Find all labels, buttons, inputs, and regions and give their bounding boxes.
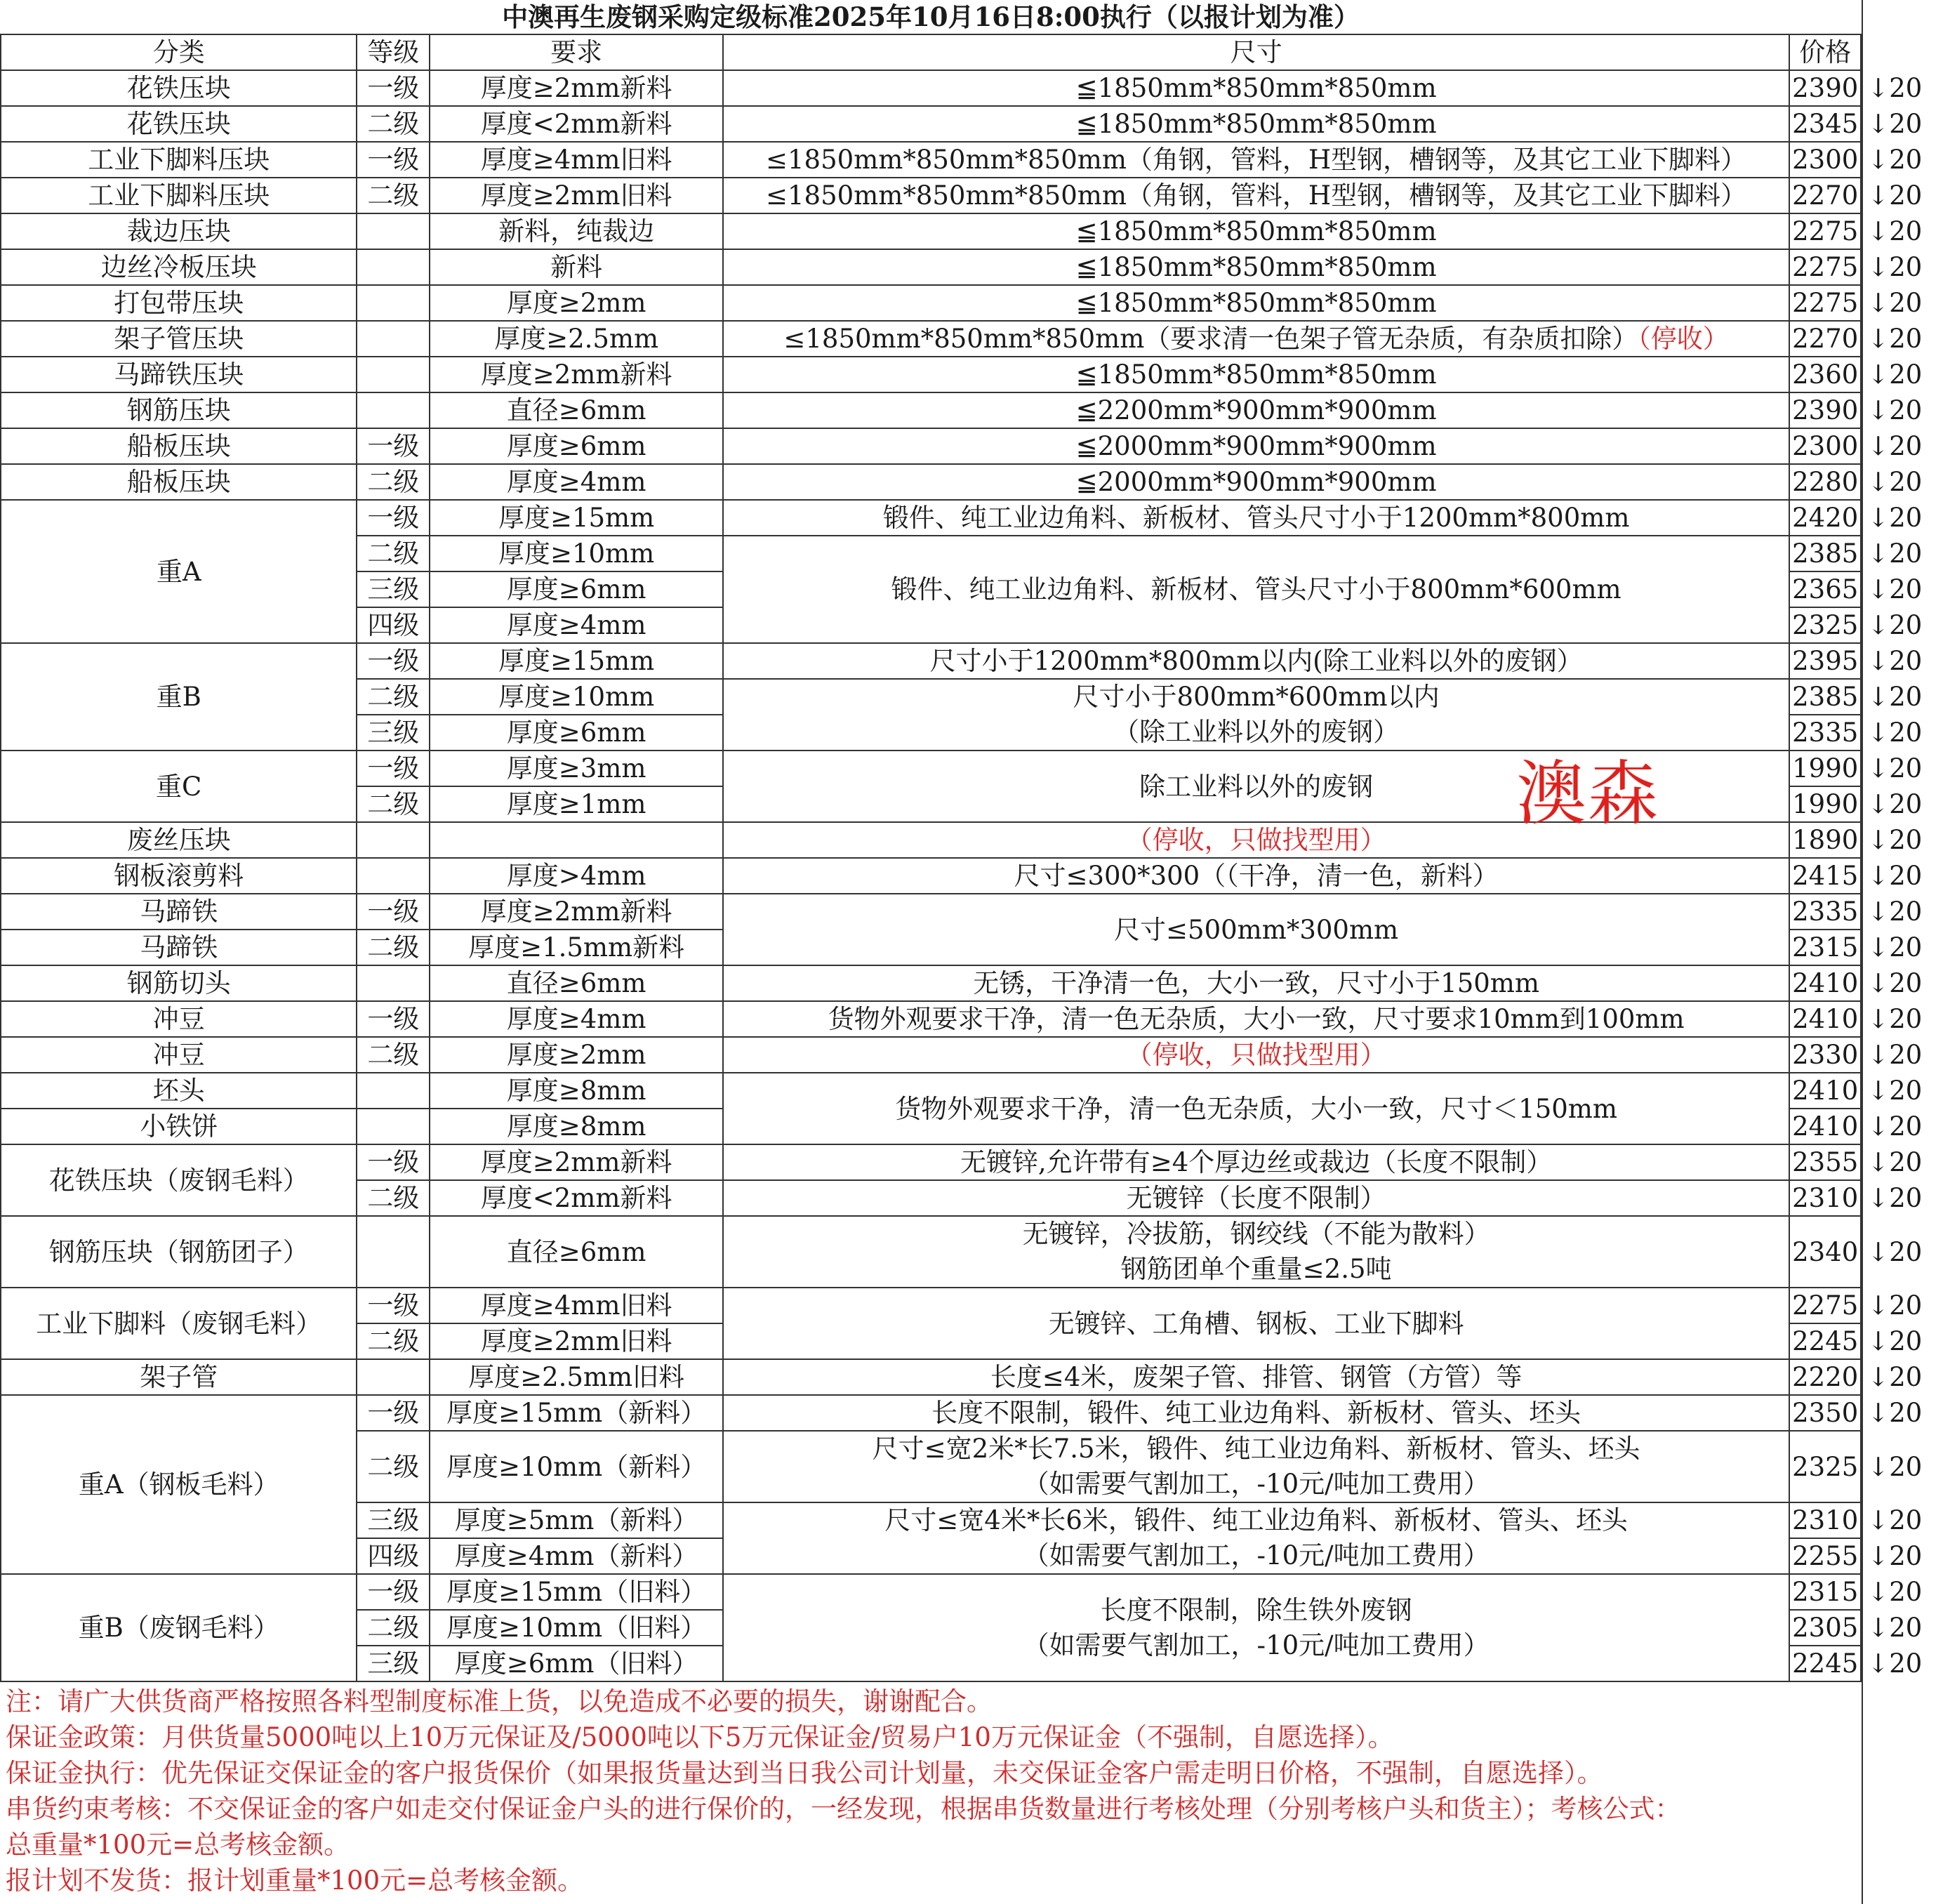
requirement-cell: 厚度≥10mm	[430, 536, 723, 571]
grade-cell: 二级	[357, 1037, 430, 1073]
price-cell: 2415	[1789, 858, 1861, 894]
requirement-cell: 厚度≥4mm	[430, 1001, 723, 1037]
requirement-cell: 厚度<2mm新料	[430, 1180, 723, 1216]
price-cell: 2335	[1789, 715, 1861, 751]
note-line: 总重量*100元=总考核金额。	[6, 1830, 350, 1860]
table-row	[1, 357, 1949, 392]
price-change: ↓20	[1867, 789, 1923, 819]
grade-cell	[357, 392, 430, 428]
grade-cell	[357, 822, 430, 858]
price-change: ↓20	[1867, 825, 1923, 855]
size-cell: ≦1850mm*850mm*850mm	[723, 249, 1789, 285]
header-price: 价格	[1789, 34, 1861, 70]
size-cell: ≦2000mm*900mm*900mm	[723, 464, 1789, 500]
requirement-cell: 厚度≥8mm	[430, 1073, 723, 1109]
category-cell: 重A	[1, 500, 357, 643]
table-row	[1, 500, 1949, 536]
table-row	[1, 285, 1949, 321]
price-cell: 2315	[1789, 930, 1861, 965]
price-change: ↓20	[1867, 538, 1923, 569]
grade-cell	[357, 1216, 430, 1288]
category-cell: 冲豆	[1, 1037, 357, 1073]
grade-cell: 三级	[357, 571, 430, 607]
size-cell: ≤1850mm*850mm*850mm（角钢，管料，H型钢，槽钢等，及其它工业下脚料）	[723, 142, 1789, 178]
note-line: 保证金政策：月供货量5000吨以上10万元保证及/5000吨以下5万元保证金/贸易户10万元保证金（不强制，自愿选择）。	[6, 1722, 1394, 1752]
price-change: ↓20	[1867, 109, 1923, 139]
category-cell: 裁边压块	[1, 213, 357, 249]
price-cell: 2310	[1789, 1502, 1861, 1538]
grade-cell: 一级	[357, 428, 430, 464]
category-cell: 冲豆	[1, 1001, 357, 1037]
category-cell: 马蹄铁	[1, 894, 357, 930]
table-row	[1, 142, 1949, 178]
requirement-cell: 厚度≥2mm	[430, 1037, 723, 1073]
table-row	[1, 1037, 1949, 1073]
requirement-cell: 厚度≥2mm新料	[430, 357, 723, 392]
table-row	[1, 249, 1949, 285]
requirement-cell: 厚度≥8mm	[430, 1109, 723, 1144]
price-cell: 2310	[1789, 1180, 1861, 1216]
size-cell: ≦2000mm*900mm*900mm	[723, 428, 1789, 464]
size-cell: ≤1850mm*850mm*850mm（要求清一色架子管无杂质，有杂质扣除）（停收）	[723, 321, 1789, 357]
table-row	[1, 106, 1949, 142]
size-cell: 无镀锌（长度不限制）	[723, 1180, 1789, 1216]
price-change: ↓20	[1867, 1326, 1923, 1356]
grade-cell: 四级	[357, 607, 430, 643]
category-cell: 工业下脚料压块	[1, 142, 357, 178]
size-cell: ≤1850mm*850mm*850mm（角钢，管料，H型钢，槽钢等，及其它工业下脚料）	[723, 178, 1789, 213]
price-cell: 2245	[1789, 1646, 1861, 1681]
price-cell: 2345	[1789, 106, 1861, 142]
requirement-cell: 厚度≥10mm（旧料）	[430, 1610, 723, 1646]
table-row	[1, 1574, 1949, 1610]
grade-cell	[357, 858, 430, 894]
size-cell: ≦1850mm*850mm*850mm	[723, 70, 1789, 106]
header-category: 分类	[1, 34, 357, 70]
grade-cell: 三级	[357, 1646, 430, 1681]
requirement-cell: 厚度≥10mm（新料）	[430, 1431, 723, 1502]
price-cell: 2270	[1789, 321, 1861, 357]
price-cell: 2245	[1789, 1323, 1861, 1359]
requirement-cell: 厚度≥2.5mm旧料	[430, 1359, 723, 1395]
price-change: ↓20	[1867, 1541, 1923, 1571]
requirement-cell: 厚度≥15mm（新料）	[430, 1395, 723, 1431]
grade-cell	[357, 357, 430, 392]
price-cell: 2340	[1789, 1216, 1861, 1288]
category-cell: 船板压块	[1, 464, 357, 500]
grade-cell: 三级	[357, 715, 430, 751]
price-change: ↓20	[1867, 324, 1923, 354]
note-line: 保证金执行：优先保证交保证金的客户报货保价（如果报货量达到当日我公司计划量，未交保证金客户需走明日价格，不强制，自愿选择）。	[6, 1758, 1603, 1788]
price-cell: 2275	[1789, 249, 1861, 285]
price-change: ↓20	[1867, 1183, 1923, 1213]
price-table	[0, 34, 1950, 1682]
header-grade: 等级	[357, 34, 430, 70]
size-cell: 尺寸小于1200mm*800mm以内(除工业料以外的废钢）	[723, 643, 1789, 679]
category-cell: 重B（废钢毛料）	[1, 1574, 357, 1681]
price-cell: 2420	[1789, 500, 1861, 536]
requirement-cell: 厚度≥4mm（新料）	[430, 1538, 723, 1574]
price-cell: 2335	[1789, 894, 1861, 930]
size-cell: 货物外观要求干净，清一色无杂质，大小一致，尺寸＜150mm	[723, 1073, 1789, 1144]
price-change: ↓20	[1867, 1398, 1923, 1428]
size-cell: 尺寸小于800mm*600mm以内 （除工业料以外的废钢）	[723, 679, 1789, 751]
grade-cell	[357, 1359, 430, 1395]
category-cell: 架子管	[1, 1359, 357, 1395]
price-cell: 2255	[1789, 1538, 1861, 1574]
grade-cell: 二级	[357, 1180, 430, 1216]
category-cell: 花铁压块	[1, 70, 357, 106]
price-change: ↓20	[1867, 718, 1923, 748]
requirement-cell: 厚度≥2mm新料	[430, 1144, 723, 1180]
grade-cell: 二级	[357, 536, 430, 571]
price-change: ↓20	[1867, 216, 1923, 246]
category-cell: 钢筋压块（钢筋团子）	[1, 1216, 357, 1288]
price-change: ↓20	[1867, 1111, 1923, 1142]
grade-cell: 二级	[357, 679, 430, 715]
category-cell: 重C	[1, 751, 357, 822]
requirement-cell: 厚度≥4mm旧料	[430, 1288, 723, 1323]
price-change: ↓20	[1867, 1290, 1923, 1321]
table-row	[1, 1359, 1949, 1395]
price-change: ↓20	[1867, 1147, 1923, 1177]
page-title: 中澳再生废钢采购定级标准2025年10月16日8:00执行（以报计划为准）	[502, 1, 1360, 32]
requirement-cell: 厚度≥6mm（旧料）	[430, 1646, 723, 1681]
price-table-body	[1, 34, 1949, 1681]
requirement-cell: 直径≥6mm	[430, 965, 723, 1001]
size-cell: 尺寸≤300*300（（干净，清一色，新料）	[723, 858, 1789, 894]
grade-cell	[357, 321, 430, 357]
category-cell: 钢板滚剪料	[1, 858, 357, 894]
price-cell: 2270	[1789, 178, 1861, 213]
requirement-cell: 厚度≥2mm新料	[430, 894, 723, 930]
requirement-cell	[430, 822, 723, 858]
table-row	[1, 1001, 1949, 1037]
grade-cell: 一级	[357, 1288, 430, 1323]
size-cell: 尺寸≤500mm*300mm	[723, 894, 1789, 965]
price-cell: 2385	[1789, 536, 1861, 571]
price-change: ↓20	[1867, 252, 1923, 282]
grade-cell: 二级	[357, 930, 430, 965]
grade-cell: 二级	[357, 1431, 430, 1502]
price-cell: 2410	[1789, 1001, 1861, 1037]
category-cell: 钢筋切头	[1, 965, 357, 1001]
price-cell: 2325	[1789, 1431, 1861, 1502]
requirement-cell: 厚度≥1.5mm新料	[430, 930, 723, 965]
header-change-blank	[1861, 34, 1949, 70]
size-cell: 无镀锌、工角槽、钢板、工业下脚料	[723, 1288, 1789, 1359]
size-cell: 长度≤4米，废架子管、排管、钢管（方管）等	[723, 1359, 1789, 1395]
price-cell: 2315	[1789, 1574, 1861, 1610]
table-row	[1, 1288, 1949, 1323]
price-cell: 2390	[1789, 392, 1861, 428]
requirement-cell: 厚度<2mm新料	[430, 106, 723, 142]
requirement-cell: 厚度≥3mm	[430, 751, 723, 786]
grade-cell	[357, 249, 430, 285]
requirement-cell: 厚度≥2mm新料	[430, 70, 723, 106]
requirement-cell: 厚度≥15mm（旧料）	[430, 1574, 723, 1610]
price-cell: 1890	[1789, 822, 1861, 858]
table-row	[1, 965, 1949, 1001]
grade-cell: 一级	[357, 1144, 430, 1180]
table-row	[1, 1144, 1949, 1180]
price-change: ↓20	[1867, 503, 1923, 533]
price-cell: 2410	[1789, 1109, 1861, 1144]
category-cell: 马蹄铁压块	[1, 357, 357, 392]
price-cell: 2300	[1789, 428, 1861, 464]
price-cell: 2350	[1789, 1395, 1861, 1431]
price-change: ↓20	[1867, 1648, 1923, 1679]
price-change: ↓20	[1867, 682, 1923, 712]
grade-cell: 一级	[357, 751, 430, 786]
category-cell: 工业下脚料（废钢毛料）	[1, 1288, 357, 1359]
price-change: ↓20	[1867, 968, 1923, 998]
sheet-divider	[1862, 0, 1863, 1904]
table-row	[1, 1395, 1949, 1431]
price-change: ↓20	[1867, 1004, 1923, 1034]
size-cell: 尺寸≤宽4米*长6米，锻件、纯工业边角料、新板材、管头、坯头 （如需要气割加工，-10元/吨加工费用）	[723, 1502, 1789, 1574]
category-cell: 废丝压块	[1, 822, 357, 858]
grade-cell: 一级	[357, 1574, 430, 1610]
category-cell: 钢筋压块	[1, 392, 357, 428]
price-cell: 2410	[1789, 965, 1861, 1001]
price-change: ↓20	[1867, 1076, 1923, 1106]
grade-cell: 一级	[357, 1001, 430, 1037]
size-cell: 长度不限制，除生铁外废钢 （如需要气割加工，-10元/吨加工费用）	[723, 1574, 1789, 1681]
table-row	[1, 321, 1949, 357]
price-cell: 2385	[1789, 679, 1861, 715]
price-cell: 2330	[1789, 1037, 1861, 1073]
grade-cell: 二级	[357, 786, 430, 822]
grade-cell: 三级	[357, 1502, 430, 1538]
note-line: 串货约束考核：不交保证金的客户如走交付保证金户头的进行保价的，一经发现，根据串货数量进行考核处理（分别考核户头和货主）；考核公式：	[6, 1794, 1681, 1824]
price-cell: 2410	[1789, 1073, 1861, 1109]
category-cell: 小铁饼	[1, 1109, 357, 1144]
price-cell: 2365	[1789, 571, 1861, 607]
size-cell: 除工业料以外的废钢	[723, 751, 1789, 822]
category-cell: 重B	[1, 643, 357, 751]
watermark-stamp: 澳森	[1516, 753, 1659, 835]
price-change: ↓20	[1867, 1362, 1923, 1392]
table-row	[1, 70, 1949, 106]
price-cell: 2275	[1789, 1288, 1861, 1323]
requirement-cell: 厚度≥2mm	[430, 285, 723, 321]
table-row	[1, 428, 1949, 464]
size-cell: 无锈，干净清一色，大小一致，尺寸小于150mm	[723, 965, 1789, 1001]
notes-section	[6, 1684, 1859, 1898]
category-cell: 马蹄铁	[1, 930, 357, 965]
price-cell: 2395	[1789, 643, 1861, 679]
price-change: ↓20	[1867, 288, 1923, 318]
price-cell: 2360	[1789, 357, 1861, 392]
requirement-cell: 厚度>4mm	[430, 858, 723, 894]
table-row	[1, 464, 1949, 500]
table-row	[1, 894, 1949, 930]
price-change: ↓20	[1867, 646, 1923, 676]
price-change: ↓20	[1867, 73, 1923, 103]
price-cell: 2275	[1789, 285, 1861, 321]
price-change: ↓20	[1867, 145, 1923, 175]
category-cell: 架子管压块	[1, 321, 357, 357]
grade-cell: 一级	[357, 500, 430, 536]
price-change: ↓20	[1867, 359, 1923, 390]
price-change: ↓20	[1867, 467, 1923, 497]
stop-notice: （停收，只做找型用）	[1126, 825, 1386, 855]
grade-cell: 二级	[357, 106, 430, 142]
table-row	[1, 213, 1949, 249]
size-cell: 长度不限制，锻件、纯工业边角料、新板材、管头、坯头	[723, 1395, 1789, 1431]
price-change: ↓20	[1867, 1040, 1923, 1070]
category-cell: 花铁压块	[1, 106, 357, 142]
price-change: ↓20	[1867, 610, 1923, 640]
price-change: ↓20	[1867, 180, 1923, 211]
requirement-cell: 厚度≥4mm	[430, 464, 723, 500]
size-cell: ≦1850mm*850mm*850mm	[723, 285, 1789, 321]
price-change: ↓20	[1867, 897, 1923, 927]
requirement-cell: 厚度≥6mm	[430, 571, 723, 607]
size-cell: ≦1850mm*850mm*850mm	[723, 357, 1789, 392]
grade-cell: 一级	[357, 70, 430, 106]
category-cell: 坯头	[1, 1073, 357, 1109]
price-change: ↓20	[1867, 1451, 1923, 1482]
category-cell: 边丝冷板压块	[1, 249, 357, 285]
size-cell: ≦1850mm*850mm*850mm	[723, 213, 1789, 249]
price-cell: 2355	[1789, 1144, 1861, 1180]
table-row	[1, 392, 1949, 428]
grade-cell	[357, 213, 430, 249]
requirement-cell: 厚度≥2mm旧料	[430, 1323, 723, 1359]
requirement-cell: 新料	[430, 249, 723, 285]
table-row	[1, 643, 1949, 679]
table-row	[1, 858, 1949, 894]
requirement-cell: 厚度≥2.5mm	[430, 321, 723, 357]
requirement-cell: 厚度≥4mm	[430, 607, 723, 643]
size-cell: ≦2200mm*900mm*900mm	[723, 392, 1789, 428]
price-cell: 2390	[1789, 70, 1861, 106]
price-change: ↓20	[1867, 1613, 1923, 1643]
price-cell: 1990	[1789, 751, 1861, 786]
header-size: 尺寸	[723, 34, 1789, 70]
table-row	[1, 178, 1949, 213]
stop-notice: （停收）	[1638, 324, 1729, 354]
size-cell	[723, 1037, 1789, 1073]
requirement-cell: 厚度≥10mm	[430, 679, 723, 715]
price-change: ↓20	[1867, 753, 1923, 784]
price-cell: 2275	[1789, 213, 1861, 249]
table-row	[1, 1216, 1949, 1288]
grade-cell	[357, 1109, 430, 1144]
size-cell: 尺寸≤宽2米*长7.5米，锻件、纯工业边角料、新板材、管头、坯头 （如需要气割加工，-10元/吨加工费用）	[723, 1431, 1789, 1502]
requirement-cell: 厚度≥6mm	[430, 428, 723, 464]
table-row	[1, 1073, 1949, 1109]
grade-cell: 一级	[357, 142, 430, 178]
category-cell: 重A（钢板毛料）	[1, 1395, 357, 1574]
requirement-cell: 厚度≥5mm（新料）	[430, 1502, 723, 1538]
grade-cell: 二级	[357, 178, 430, 213]
grade-cell: 二级	[357, 464, 430, 500]
grade-cell: 一级	[357, 1395, 430, 1431]
size-cell: 无镀锌,允许带有≥4个厚边丝或裁边（长度不限制）	[723, 1144, 1789, 1180]
requirement-cell: 厚度≥15mm	[430, 643, 723, 679]
price-change: ↓20	[1867, 574, 1923, 604]
price-cell: 2300	[1789, 142, 1861, 178]
grade-cell: 一级	[357, 894, 430, 930]
price-change: ↓20	[1867, 1577, 1923, 1607]
price-change: ↓20	[1867, 861, 1923, 891]
grade-cell	[357, 1073, 430, 1109]
note-line: 报计划不发货：报计划重量*100元=总考核金额。	[6, 1865, 584, 1896]
category-cell: 打包带压块	[1, 285, 357, 321]
grade-cell: 一级	[357, 643, 430, 679]
stop-notice: （停收，只做找型用）	[1126, 1040, 1386, 1070]
price-change: ↓20	[1867, 1236, 1923, 1267]
requirement-cell: 直径≥6mm	[430, 1216, 723, 1288]
grade-cell: 四级	[357, 1538, 430, 1574]
requirement-cell: 厚度≥6mm	[430, 715, 723, 751]
size-cell: ≦1850mm*850mm*850mm	[723, 106, 1789, 142]
size-cell: 货物外观要求干净，清一色无杂质，大小一致，尺寸要求10mm到100mm	[723, 1001, 1789, 1037]
note-line: 注：请广大供货商严格按照各料型制度标准上货，以免造成不必要的损失，谢谢配合。	[6, 1686, 993, 1717]
requirement-cell: 新料，纯裁边	[430, 213, 723, 249]
price-cell: 2280	[1789, 464, 1861, 500]
grade-cell	[357, 965, 430, 1001]
price-cell: 2325	[1789, 607, 1861, 643]
price-change: ↓20	[1867, 1505, 1923, 1535]
price-cell: 2220	[1789, 1359, 1861, 1395]
grade-cell: 二级	[357, 1323, 430, 1359]
price-cell: 1990	[1789, 786, 1861, 822]
size-cell: 无镀锌，冷拔筋，钢绞线（不能为散料） 钢筋团单个重量≤2.5吨	[723, 1216, 1789, 1288]
category-cell: 船板压块	[1, 428, 357, 464]
table-header-row	[1, 34, 1949, 70]
requirement-cell: 厚度≥4mm旧料	[430, 142, 723, 178]
requirement-cell: 厚度≥15mm	[430, 500, 723, 536]
grade-cell: 二级	[357, 1610, 430, 1646]
price-change: ↓20	[1867, 431, 1923, 461]
requirement-cell: 直径≥6mm	[430, 392, 723, 428]
price-change: ↓20	[1867, 395, 1923, 425]
grade-cell	[357, 285, 430, 321]
requirement-cell: 厚度≥2mm旧料	[430, 178, 723, 213]
size-cell: 锻件、纯工业边角料、新板材、管头尺寸小于800mm*600mm	[723, 536, 1789, 643]
requirement-cell: 厚度≥1mm	[430, 786, 723, 822]
price-change: ↓20	[1867, 932, 1923, 963]
size-cell: 锻件、纯工业边角料、新板材、管头尺寸小于1200mm*800mm	[723, 500, 1789, 536]
category-cell: 工业下脚料压块	[1, 178, 357, 213]
header-requirement: 要求	[430, 34, 723, 70]
category-cell: 花铁压块（废钢毛料）	[1, 1144, 357, 1216]
price-cell: 2305	[1789, 1610, 1861, 1646]
